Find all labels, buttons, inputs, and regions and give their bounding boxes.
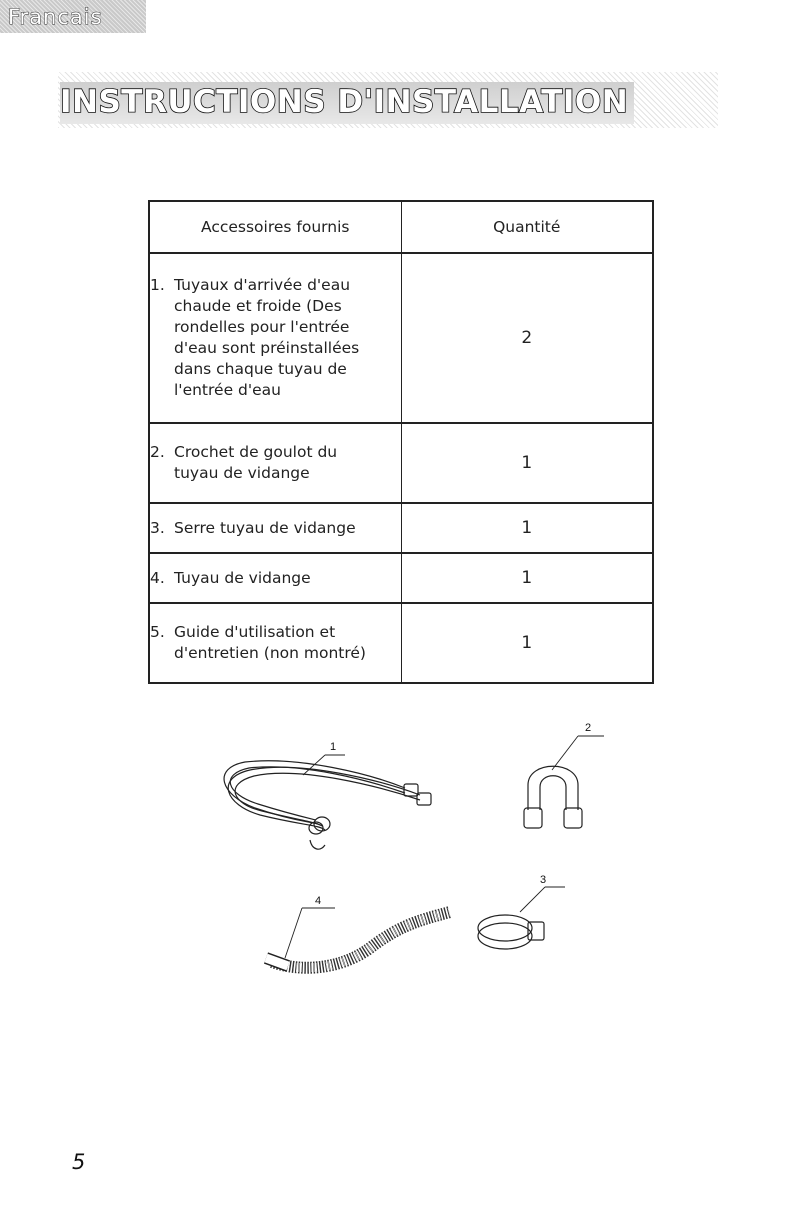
table-row xyxy=(149,553,653,603)
inlet-hoses-illustration xyxy=(224,755,431,849)
header-accessories: Accessoires fournis xyxy=(149,201,401,253)
item-cell xyxy=(149,553,401,603)
item-number: 2. xyxy=(150,443,165,461)
page-title: INSTRUCTIONS D'INSTALLATION xyxy=(60,82,634,124)
item-description: Serre tuyau de vidange xyxy=(174,518,356,537)
drain-hose-illustration xyxy=(266,908,450,968)
table-row xyxy=(149,603,653,683)
section-title-band xyxy=(58,72,718,128)
item-cell xyxy=(149,603,401,683)
item-description: Guide d'utilisation et d'entretien (non montré) xyxy=(174,623,366,662)
item-description: Tuyau de vidange xyxy=(174,568,311,587)
page-number: 5 xyxy=(72,1150,86,1174)
hose-clamp-illustration xyxy=(478,887,565,949)
quantity-cell: 2 xyxy=(401,253,653,423)
quantity-cell: 1 xyxy=(401,423,653,503)
table-row xyxy=(149,253,653,423)
language-tab xyxy=(0,0,146,33)
language-label: Francais xyxy=(8,4,103,29)
callout-label: 4 xyxy=(315,895,322,907)
item-cell xyxy=(149,253,401,423)
item-number: 5. xyxy=(150,623,165,641)
item-number: 4. xyxy=(150,568,165,587)
accessories-table xyxy=(148,200,654,684)
callout-label: 1 xyxy=(330,741,337,753)
table-header-row xyxy=(149,201,653,253)
item-description: Crochet de goulot du tuyau de vidange xyxy=(174,443,338,482)
quantity-cell: 1 xyxy=(401,553,653,603)
quantity-cell: 1 xyxy=(401,503,653,553)
callout-label: 2 xyxy=(585,722,592,734)
item-number: 3. xyxy=(150,518,165,537)
item-cell xyxy=(149,503,401,553)
table-row xyxy=(149,503,653,553)
header-quantity: Quantité xyxy=(401,201,653,253)
item-cell xyxy=(149,423,401,503)
item-description: Tuyaux d'arrivée d'eau chaude et froide (Des rondelles pour l'entrée d'eau sont préinstallées dans chaque tuyau de l'entrée d'eau xyxy=(174,276,360,399)
item-number: 1. xyxy=(150,276,165,294)
accessories-illustrations xyxy=(0,700,792,1020)
drain-hook-illustration xyxy=(524,736,604,828)
callout-label: 3 xyxy=(540,874,547,886)
table-row xyxy=(149,423,653,503)
quantity-cell: 1 xyxy=(401,603,653,683)
